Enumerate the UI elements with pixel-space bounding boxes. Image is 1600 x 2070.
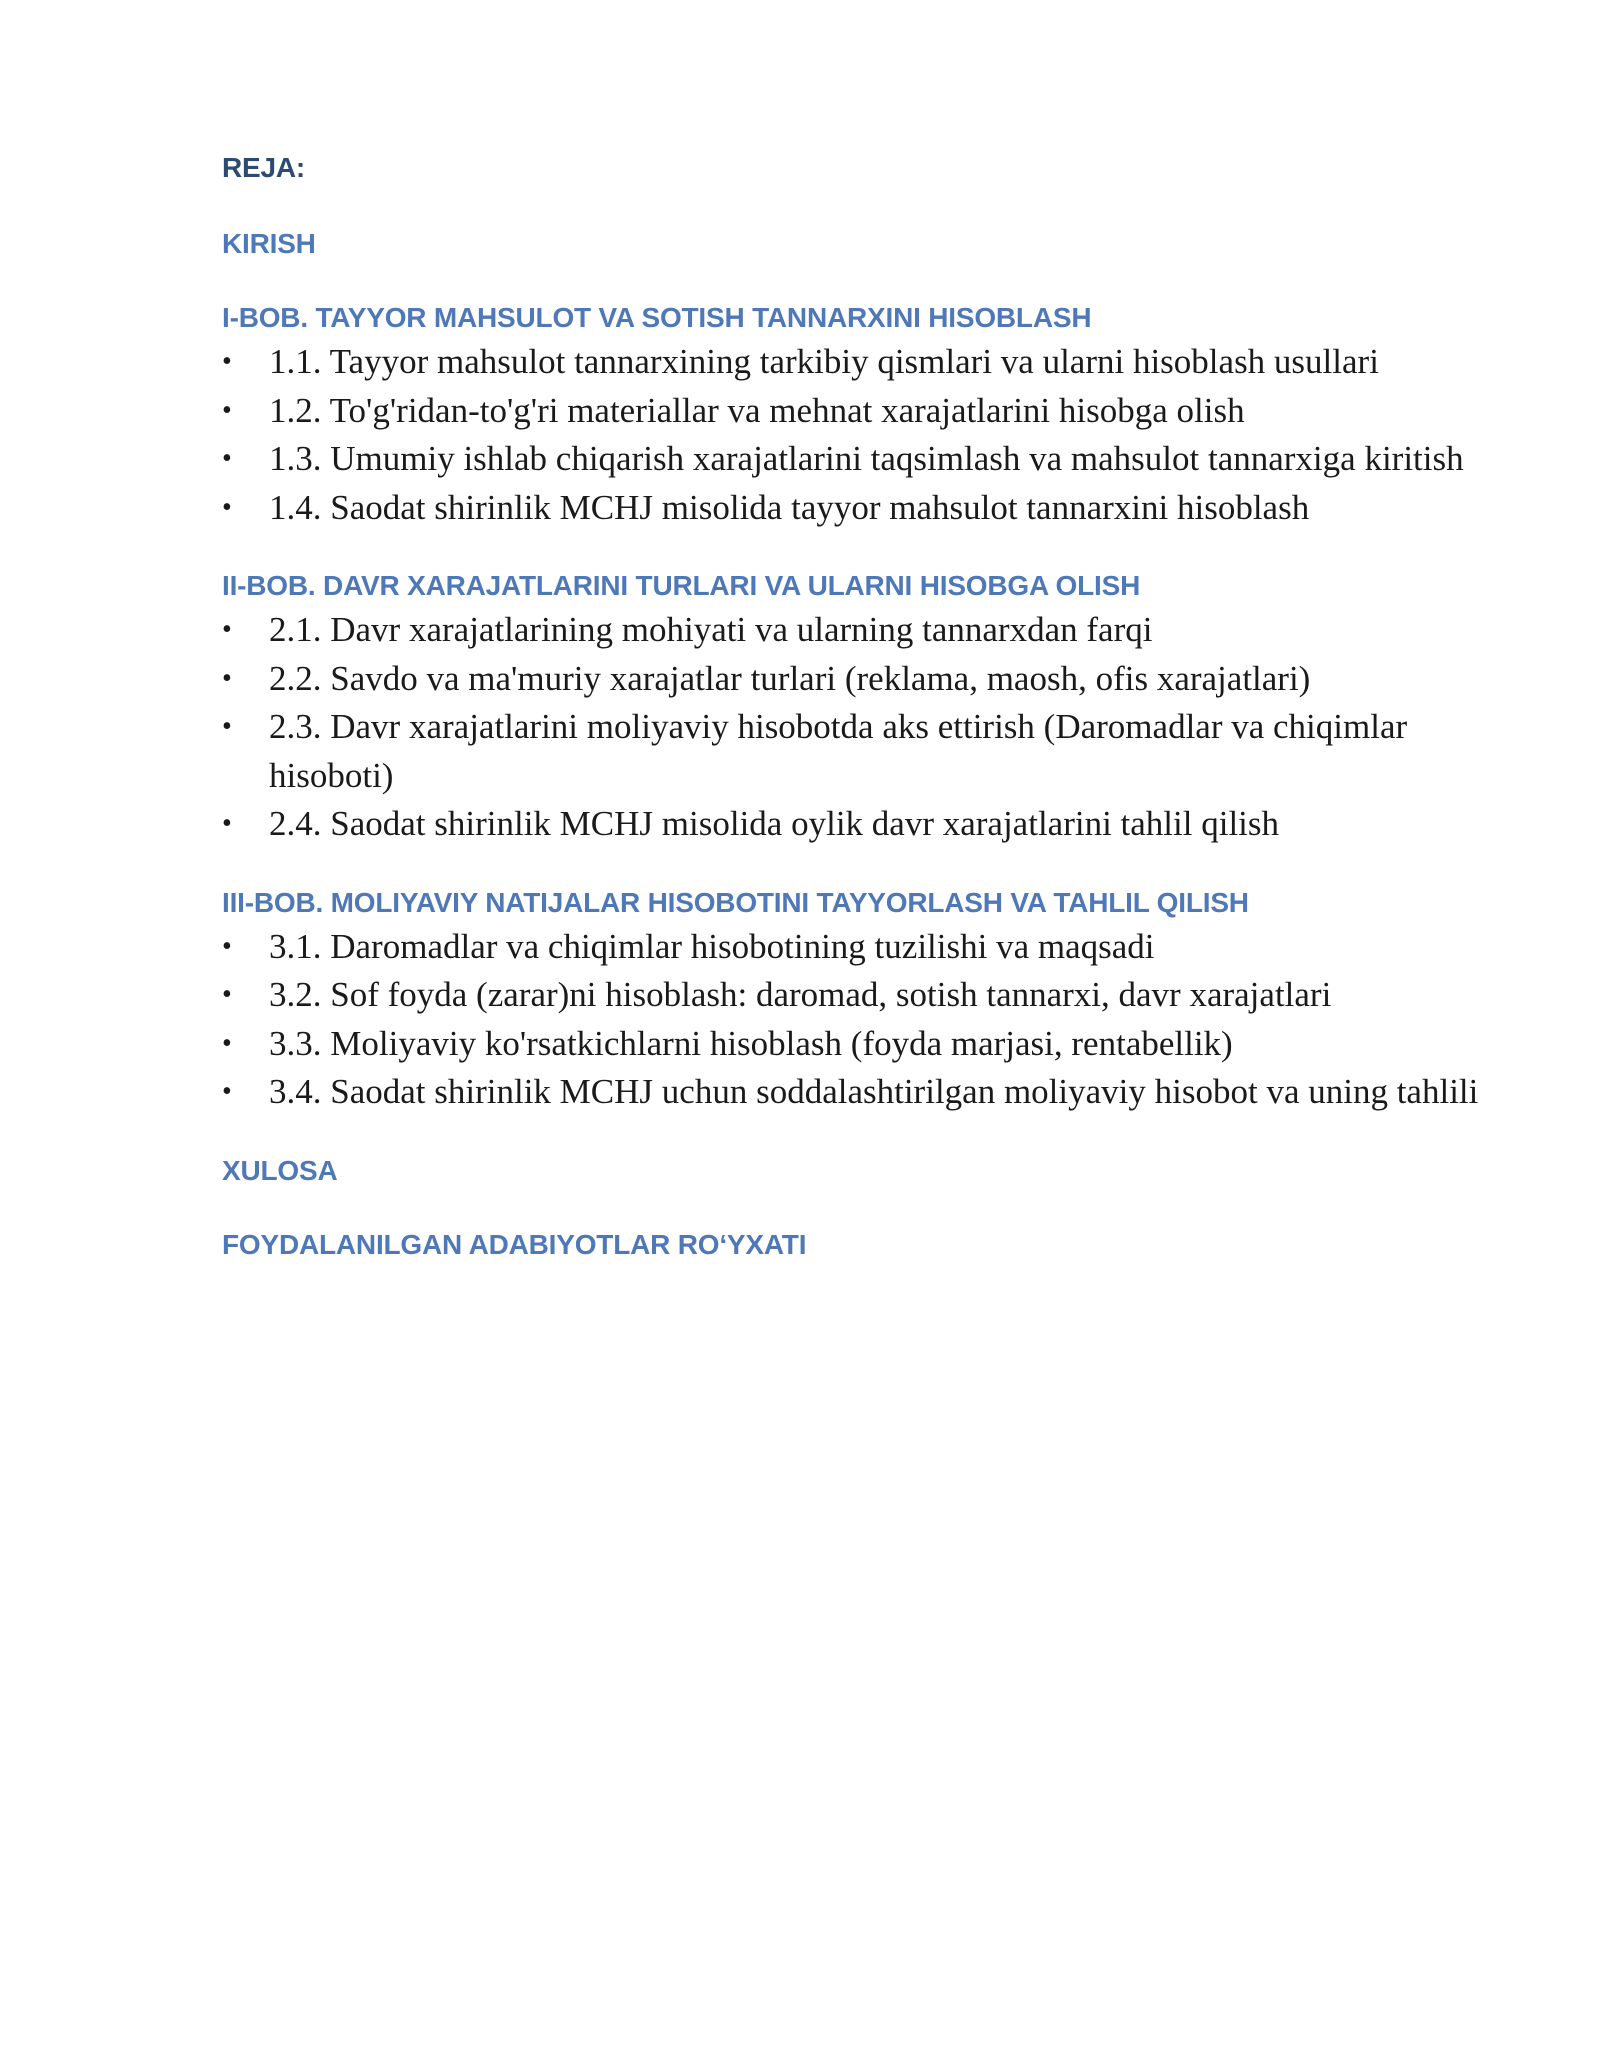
bullet-icon: • bbox=[222, 443, 232, 474]
bullet-icon: • bbox=[222, 346, 232, 377]
bullet-icon: • bbox=[222, 979, 232, 1010]
list-item-text: 1.3. Umumiy ishlab chiqarish xarajatlarini taqsimlash va mahsulot tannarxiga kiritish bbox=[269, 439, 1464, 478]
list-item-text: 3.2. Sof foyda (zarar)ni hisoblash: daromad, sotish tannarxi, davr xarajatlari bbox=[269, 975, 1332, 1014]
list-item-text: 1.1. Tayyor mahsulot tannarxining tarkibiy qismlari va ularni hisoblash usullari bbox=[269, 342, 1379, 381]
list-item bbox=[222, 606, 1482, 655]
list-item bbox=[222, 655, 1482, 704]
bullet-icon: • bbox=[222, 1027, 232, 1059]
list-item bbox=[222, 338, 1482, 387]
chapter-1-list bbox=[222, 338, 1482, 532]
bullet-icon: • bbox=[222, 930, 232, 962]
list-item bbox=[222, 1068, 1482, 1117]
bullet-icon: • bbox=[222, 662, 232, 694]
list-item bbox=[222, 800, 1482, 849]
list-item bbox=[222, 484, 1482, 533]
list-item bbox=[222, 703, 1482, 800]
list-item-text: 2.4. Saodat shirinlik MCHJ misolida oylik davr xarajatlarini tahlil qilish bbox=[269, 804, 1280, 843]
list-item-text: 3.4. Saodat shirinlik MCHJ uchun soddalashtirilgan moliyaviy hisobot va uning tahlili bbox=[269, 1072, 1479, 1111]
chapter-2-heading: II-BOB. DAVR XARAJATLARINI TURLARI VA ULARNI HISOBGA OLISH bbox=[222, 570, 1141, 601]
chapter-3-heading: III-BOB. MOLIYAVIY NATIJALAR HISOBOTINI TAYYORLASH VA TAHLIL QILISH bbox=[222, 886, 1249, 918]
chapter-1-heading: I-BOB. TAYYOR MAHSULOT VA SOTISH TANNARXINI HISOBLASH bbox=[222, 302, 1092, 333]
bullet-icon: • bbox=[222, 808, 232, 839]
table-of-contents bbox=[222, 150, 1482, 1263]
list-item-text: 1.4. Saodat shirinlik MCHJ misolida tayyor mahsulot tannarxini hisoblash bbox=[269, 487, 1310, 527]
heading-intro: KIRISH bbox=[222, 228, 316, 259]
bullet-icon: • bbox=[222, 394, 232, 426]
bullet-icon: • bbox=[222, 1076, 232, 1107]
bullet-icon: • bbox=[222, 711, 232, 742]
list-item bbox=[222, 923, 1482, 972]
page-title: REJA: bbox=[222, 152, 306, 183]
chapter-2-list bbox=[222, 606, 1482, 849]
chapter-3-list bbox=[222, 923, 1482, 1117]
list-item bbox=[222, 971, 1482, 1020]
list-item bbox=[222, 435, 1482, 484]
bullet-icon: • bbox=[222, 491, 232, 523]
list-item-text: 3.3. Moliyaviy ko'rsatkichlarni hisoblash (foyda marjasi, rentabellik) bbox=[269, 1023, 1233, 1063]
list-item bbox=[222, 387, 1482, 436]
heading-conclusion: XULOSA bbox=[222, 1154, 338, 1186]
list-item-text: 1.2. To'g'ridan-to'g'ri materiallar va mehnat xarajatlarini hisobga olish bbox=[269, 390, 1245, 430]
list-item bbox=[222, 1020, 1482, 1069]
list-item-text: 3.1. Daromadlar va chiqimlar hisobotining tuzilishi va maqsadi bbox=[269, 926, 1155, 966]
heading-references: FOYDALANILGAN ADABIYOTLAR RO‘YXATI bbox=[222, 1228, 807, 1260]
list-item-text: 2.1. Davr xarajatlarining mohiyati va ularning tannarxdan farqi bbox=[269, 610, 1153, 649]
list-item-text: 2.2. Savdo va ma'muriy xarajatlar turlari (reklama, maosh, ofis xarajatlari) bbox=[269, 658, 1311, 698]
list-item-text: 2.3. Davr xarajatlarini moliyaviy hisobotda aks ettirish (Daromadlar va chiqimlar hisoboti) bbox=[269, 707, 1408, 795]
bullet-icon: • bbox=[222, 614, 232, 645]
